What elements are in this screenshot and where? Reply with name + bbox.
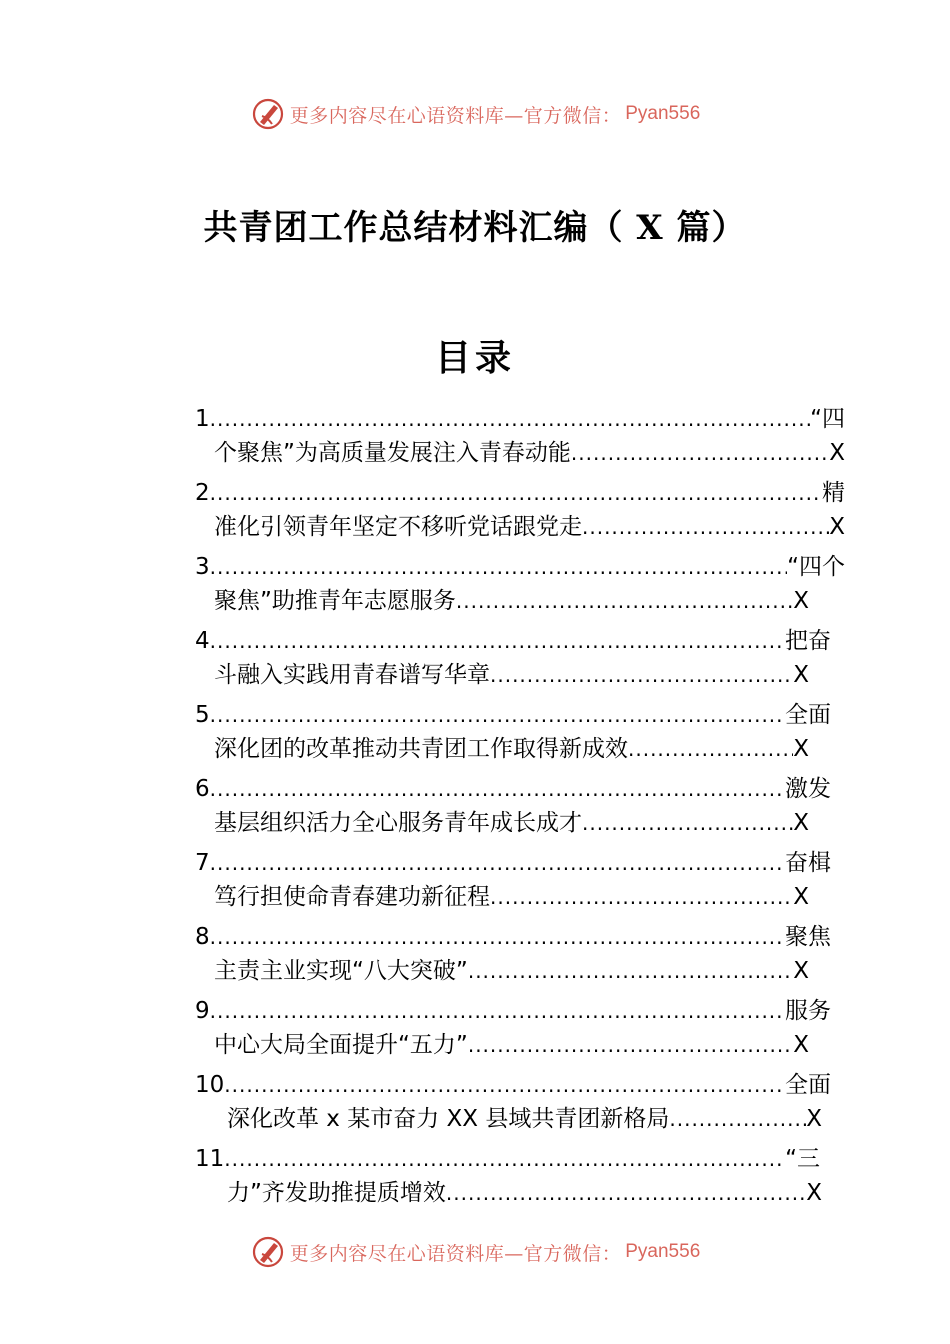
leader-dots [210,402,810,436]
leader-dots [456,584,793,618]
leader-dots [210,550,787,584]
toc-number: 7 [195,850,210,876]
toc-entry-8 [195,920,845,994]
toc-title-rest: 笃行担使命青春建功新征程 [214,884,490,910]
pen-logo-icon [250,1234,286,1270]
document-title: 共青团工作总结材料汇编（ X 篇） [203,208,747,248]
toc-entry-11 [195,1142,845,1216]
watermark-id: Pyan556 [625,103,701,124]
toc-title-start: 把奋 [785,628,831,654]
toc-number: 5 [195,702,210,728]
toc-page: X [829,514,845,540]
toc-title-rest: 斗融入实践用青春谱写华章 [214,662,490,688]
watermark-id: Pyan556 [625,1241,701,1262]
toc-title-start: 服务 [785,998,831,1024]
leader-dots [210,920,785,954]
toc-title-rest: 深化改革 x 某市奋力 XX 县域共青团新格局 [227,1106,670,1132]
toc-page: X [793,810,809,836]
toc-title-start: “四个 [787,554,845,580]
leader-dots [490,658,793,692]
toc-title-rest: 力”齐发助推提质增效 [227,1180,446,1206]
toc-number: 6 [195,776,210,802]
toc-title-start: 全面 [785,702,831,728]
header-watermark [0,94,950,134]
toc-number: 3 [195,554,210,580]
toc-number: 10 [195,1072,225,1098]
toc-page: X [793,1032,809,1058]
toc-page: X [793,958,809,984]
leader-dots [468,1028,793,1062]
leader-dots [224,1142,785,1176]
toc-number: 11 [195,1146,225,1172]
leader-dots [210,476,822,510]
table-of-contents [195,402,845,1216]
toc-entry-6 [195,772,845,846]
toc-page: X [793,736,809,762]
toc-page: X [806,1180,822,1206]
toc-title-rest: 基层组织活力全心服务青年成长成才 [214,810,582,836]
leader-dots [210,846,785,880]
leader-dots [210,994,785,1028]
footer-watermark [0,1232,950,1272]
toc-entry-5 [195,698,845,772]
toc-number: 9 [195,998,210,1024]
toc-number: 2 [195,480,210,506]
toc-page: X [793,588,809,614]
leader-dots [582,510,829,544]
toc-number: 4 [195,628,210,654]
toc-title-rest: 中心大局全面提升“五力” [214,1032,468,1058]
toc-title-rest: 个聚焦”为高质量发展注入青春动能 [214,440,571,466]
toc-entry-7 [195,846,845,920]
leader-dots [628,732,793,766]
leader-dots [224,1068,785,1102]
toc-page: X [806,1106,822,1132]
leader-dots [669,1102,806,1136]
watermark-text: 更多内容尽在心语资料库—官方微信： [289,104,622,127]
toc-entry-4 [195,624,845,698]
leader-dots [210,698,785,732]
leader-dots [210,772,785,806]
toc-entry-2 [195,476,845,550]
leader-dots [210,624,785,658]
toc-entry-10 [195,1068,845,1142]
toc-title-rest: 准化引领青年坚定不移听党话跟党走 [214,514,582,540]
toc-number: 8 [195,924,210,950]
toc-number: 1 [195,406,210,432]
leader-dots [446,1176,806,1210]
toc-title-rest: 主责主业实现“八大突破” [214,958,468,984]
toc-entry-3 [195,550,845,624]
toc-heading: 目录 [434,337,515,379]
leader-dots [571,436,829,470]
toc-page: X [793,884,809,910]
toc-page: X [829,440,845,466]
leader-dots [582,806,793,840]
toc-entry-1 [195,402,845,476]
toc-title-start: “三 [785,1146,820,1172]
toc-title-start: 聚焦 [785,924,831,950]
toc-title-start: 全面 [785,1072,831,1098]
toc-title-rest: 深化团的改革推动共青团工作取得新成效 [214,736,628,762]
toc-title-start: 激发 [785,776,831,802]
toc-entry-9 [195,994,845,1068]
leader-dots [490,880,793,914]
toc-page: X [793,662,809,688]
watermark-text: 更多内容尽在心语资料库—官方微信： [289,1242,622,1265]
toc-title-rest: 聚焦”助推青年志愿服务 [214,588,456,614]
pen-logo-icon [250,96,286,132]
leader-dots [468,954,793,988]
toc-title-start: “四 [810,406,845,432]
toc-title-start: 奋楫 [785,850,831,876]
toc-title-start: 精 [822,480,845,506]
